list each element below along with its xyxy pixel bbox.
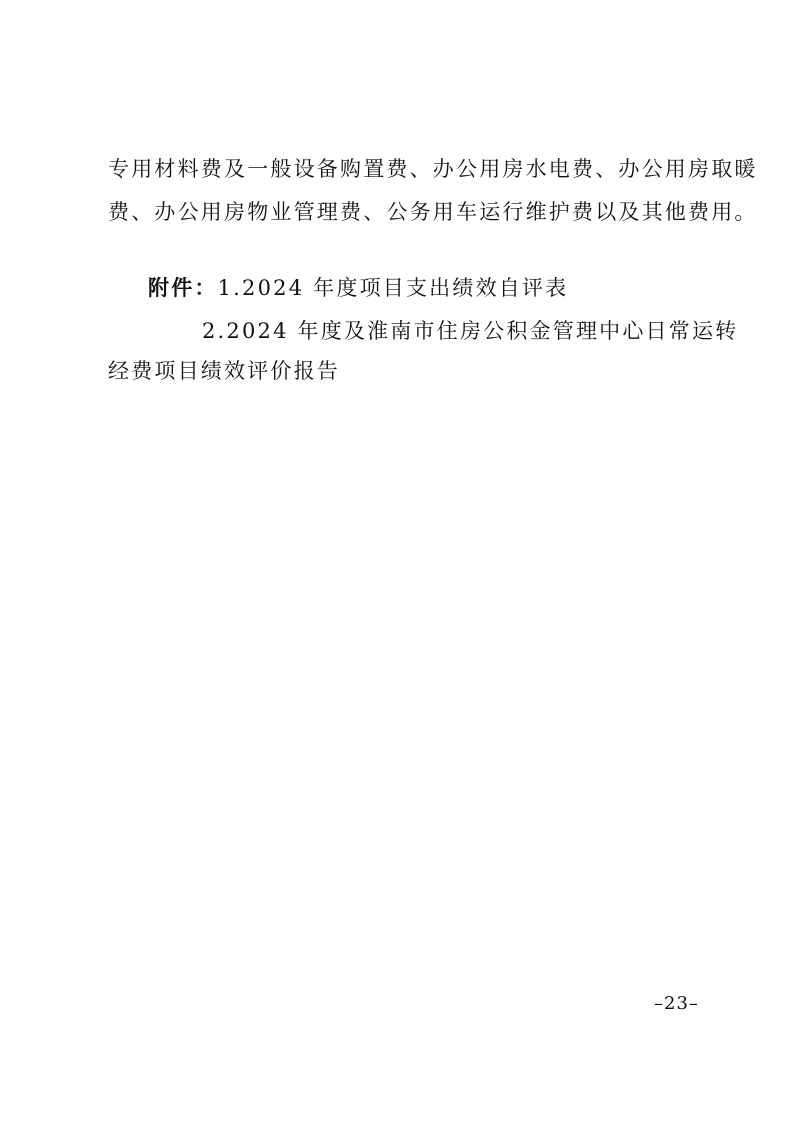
body-text-line: 费、办公用房物业管理费、公务用车运行维护费以及其他费用。 [108, 200, 758, 224]
attachment-item-2-line-1: 2.2024 年度及淮南市住房公积金管理中心日常运转 [202, 319, 739, 343]
attachment-item-2-line-2: 经费项目绩效评价报告 [108, 359, 340, 383]
page-number: –23– [654, 993, 699, 1014]
attachment-item-1 [148, 274, 568, 302]
attachment-label: 附件： [148, 276, 218, 300]
body-text-line: 专用材料费及一般设备购置费、办公用房水电费、办公用房取暖 [108, 157, 758, 181]
attachment-item-1-text: 1.2024 年度项目支出绩效自评表 [217, 276, 569, 300]
